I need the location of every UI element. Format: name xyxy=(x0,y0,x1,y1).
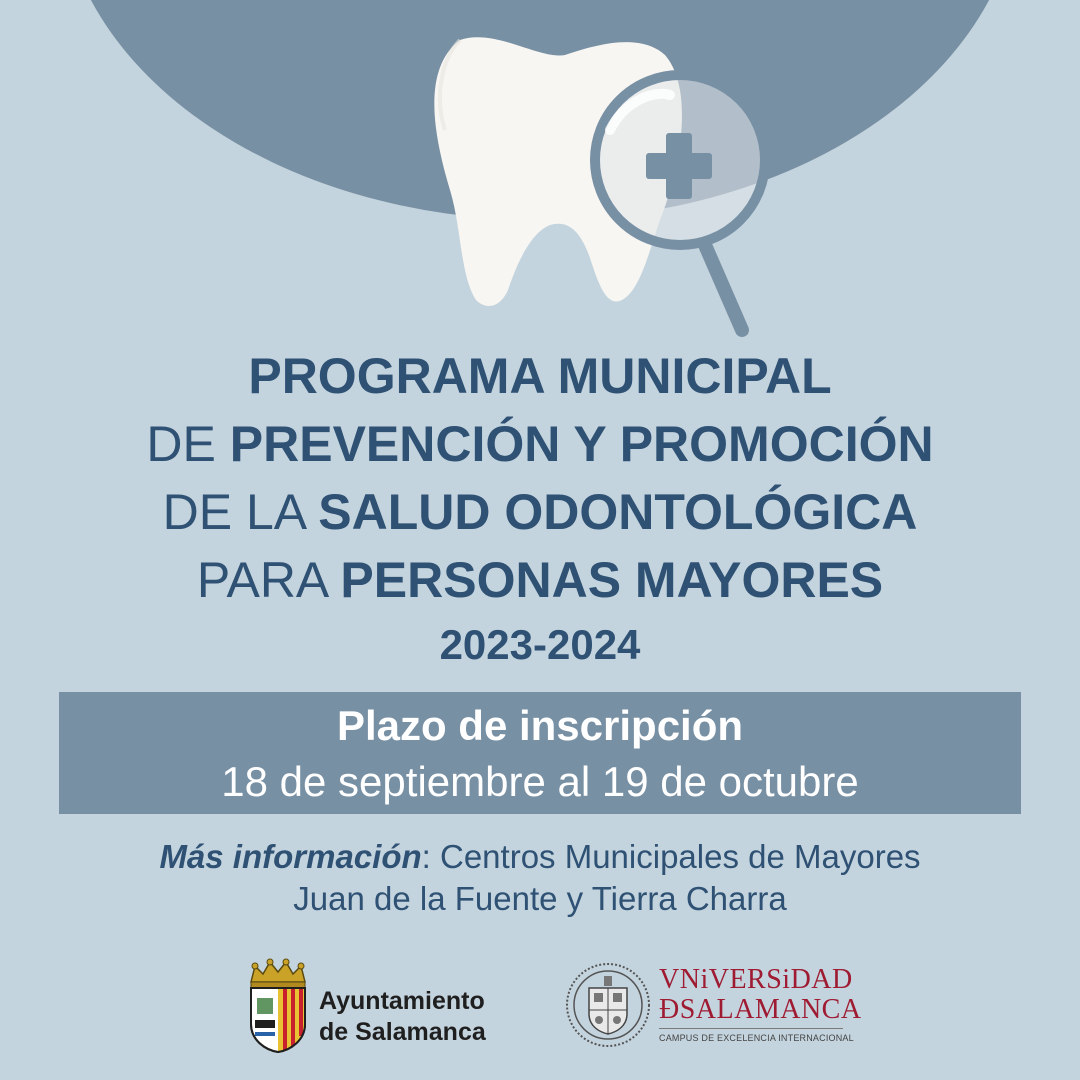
ayuntamiento-logo xyxy=(245,958,495,1058)
title-line-1 xyxy=(0,342,1080,410)
universidad-name-line-1: VNiVERSiDAD xyxy=(659,964,853,995)
salamanca-coat-of-arms-icon xyxy=(245,958,311,1054)
ayuntamiento-name xyxy=(319,986,486,1048)
more-info-line-1 xyxy=(0,836,1080,878)
program-title xyxy=(0,342,1080,676)
title-line-2-light: DE xyxy=(146,416,216,472)
universidad-campus-tagline: CAMPUS DE EXCELENCIA INTERNACIONAL xyxy=(659,1033,854,1043)
title-line-3 xyxy=(0,478,1080,546)
title-line-3-bold: SALUD ODONTOLÓGICA xyxy=(318,484,918,540)
title-line-2-bold: PREVENCIÓN Y PROMOCIÓN xyxy=(229,416,934,472)
more-info-centers: Centros Municipales de Mayores xyxy=(430,838,921,875)
more-info-line-2: Juan de la Fuente y Tierra Charra xyxy=(293,880,787,917)
title-line-4-bold: PERSONAS MAYORES xyxy=(340,552,884,608)
more-info xyxy=(0,836,1080,920)
registration-band xyxy=(59,692,1021,814)
title-line-4-light: PARA xyxy=(196,552,327,608)
universidad-divider xyxy=(659,1028,843,1029)
registration-heading: Plazo de inscripción xyxy=(336,702,744,749)
program-year: 2023-2024 xyxy=(439,621,641,668)
university-seal-icon xyxy=(565,962,651,1048)
more-info-label: Más información xyxy=(159,838,422,875)
title-line-1-text: PROGRAMA MUNICIPAL xyxy=(248,348,832,404)
universidad-logo xyxy=(565,960,862,1060)
title-line-3-light: DE LA xyxy=(162,484,305,540)
title-line-2 xyxy=(0,410,1080,478)
ayuntamiento-line-2: de Salamanca xyxy=(319,1018,486,1046)
universidad-name-line-2: ÐSALAMANCA xyxy=(659,994,862,1025)
registration-dates: 18 de septiembre al 19 de octubre xyxy=(221,758,859,805)
title-line-4 xyxy=(0,546,1080,614)
ayuntamiento-line-1: Ayuntamiento xyxy=(319,987,485,1015)
dental-illustration xyxy=(400,20,780,350)
more-info-separator: : xyxy=(421,838,431,875)
